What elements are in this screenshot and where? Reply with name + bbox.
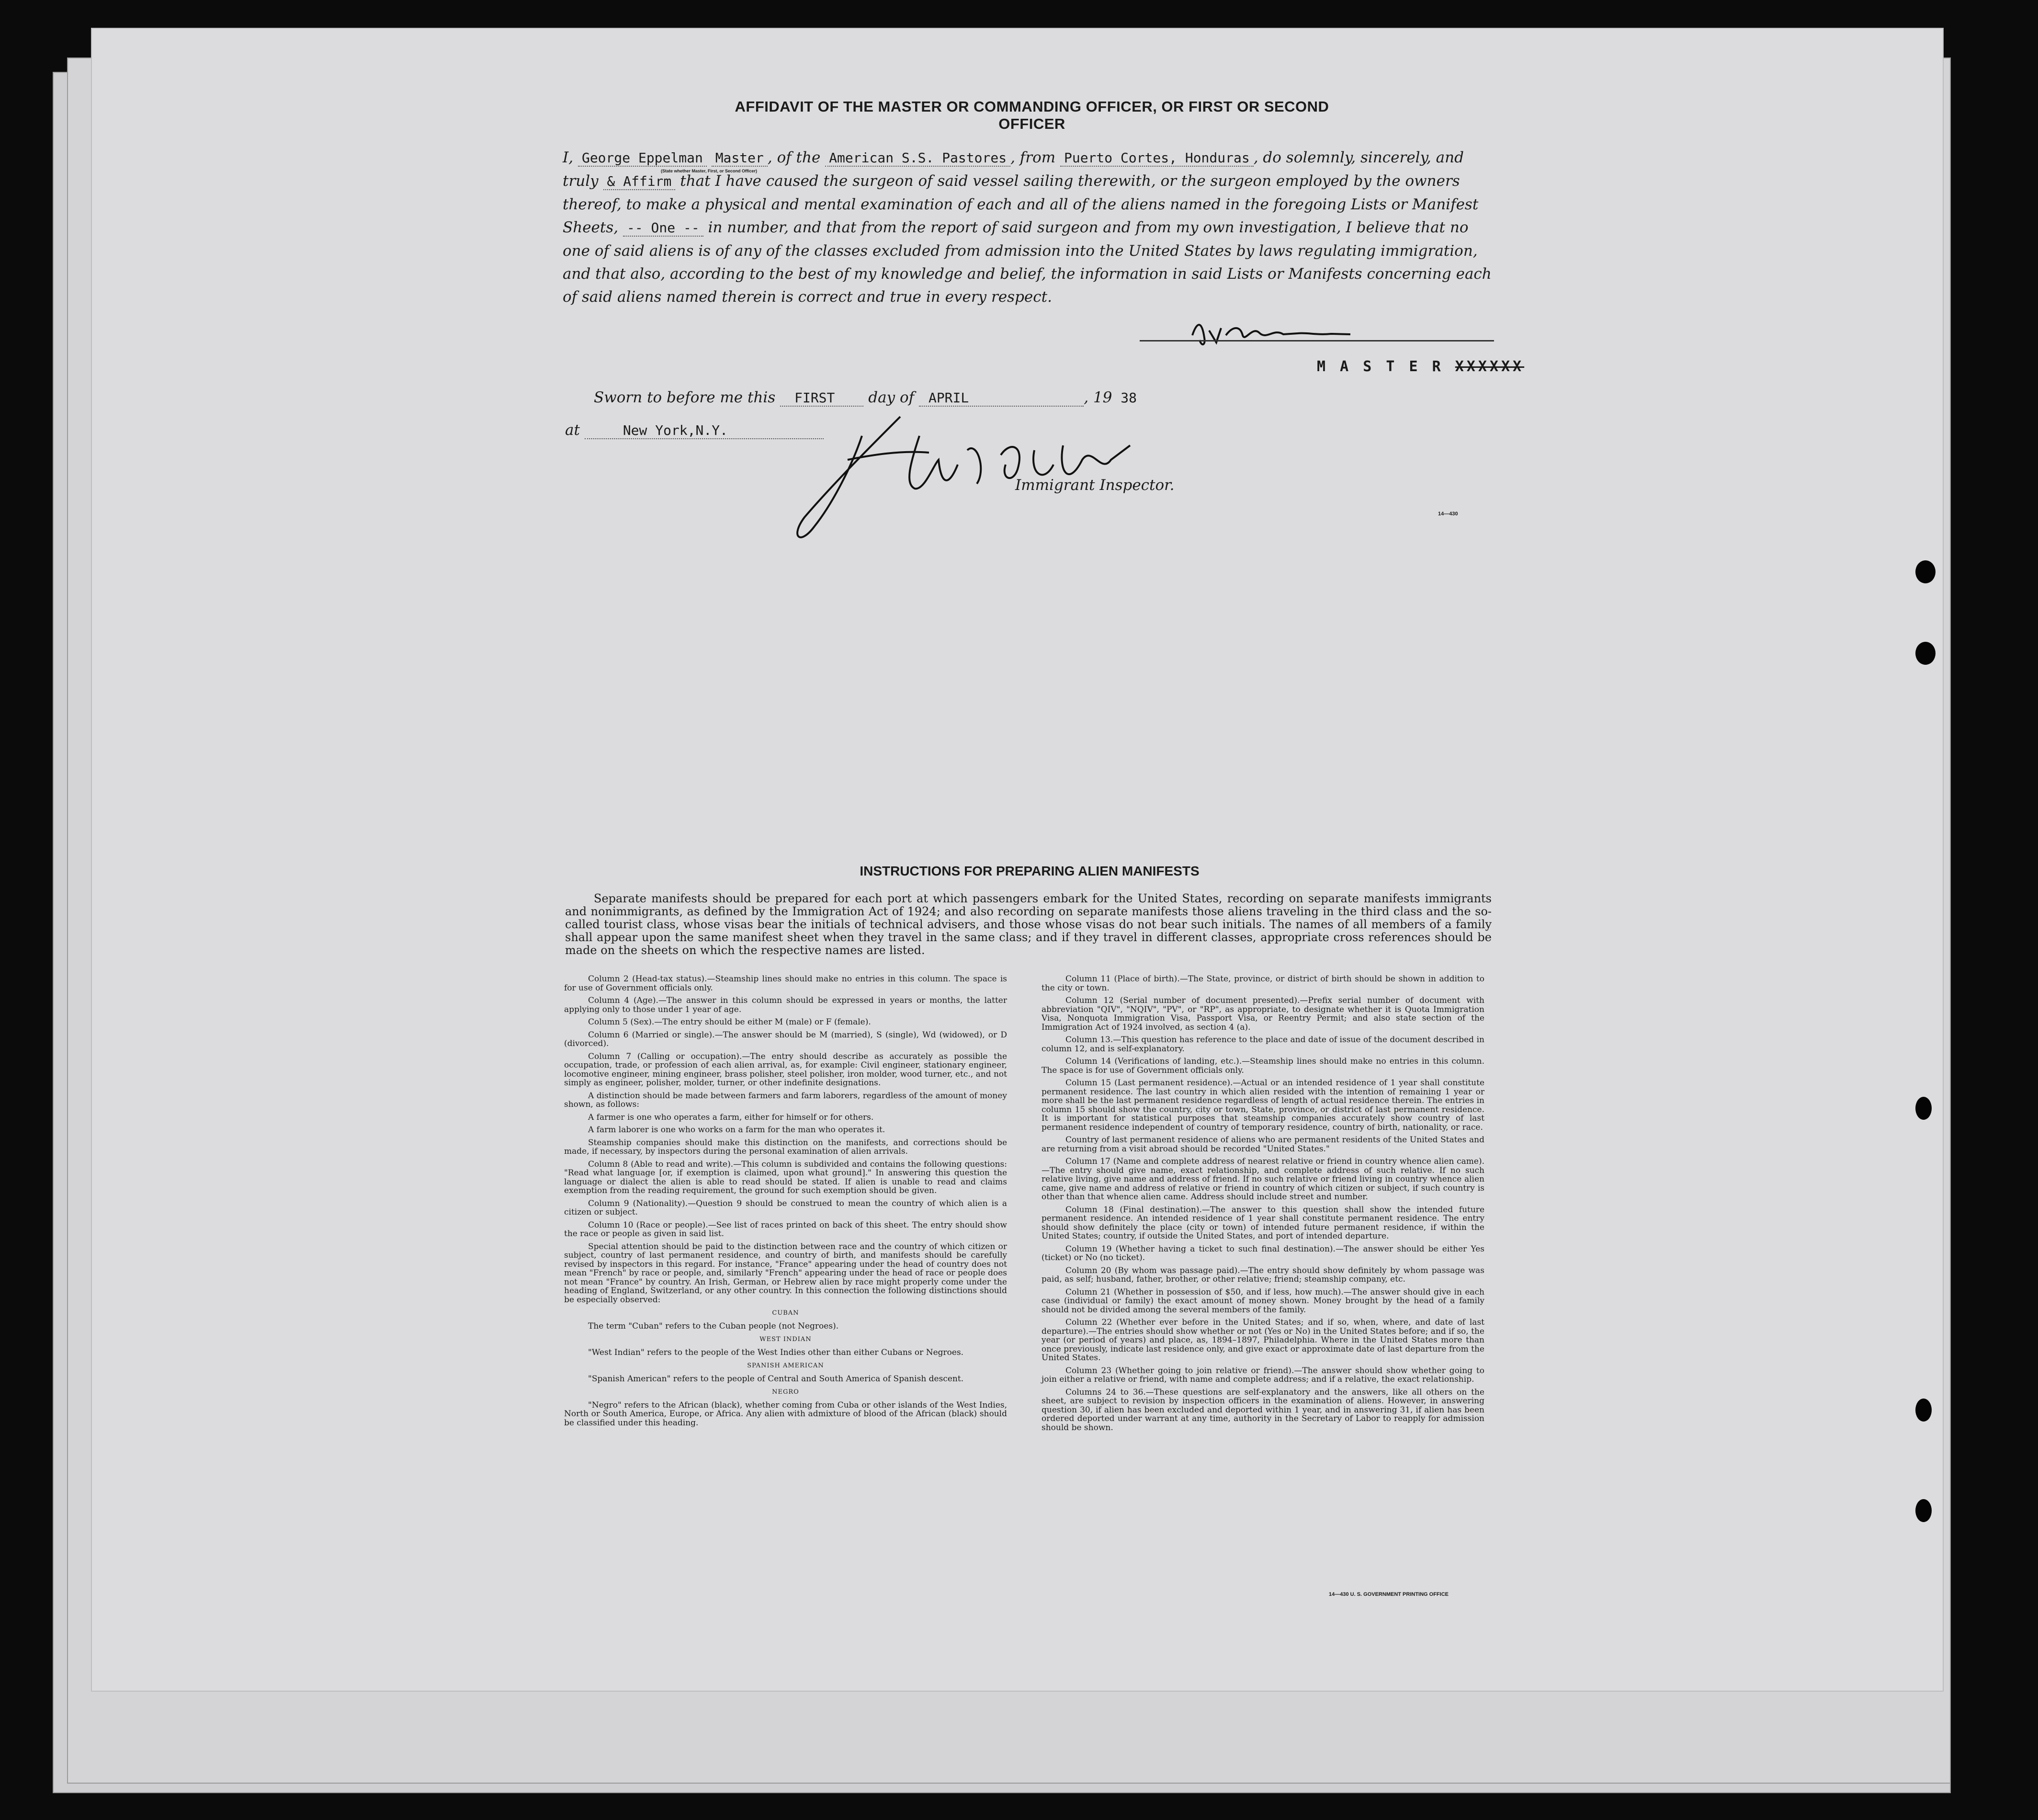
instruction-paragraph: Column 23 (Whether going to join relative or friend).—The answer should show whether going to join either a relative or friend, with name and complete address; and if a relative, the exact relationship. — [1042, 1365, 1484, 1384]
affidavit-text-1: , of the — [767, 149, 821, 166]
sworn-statement: Sworn to before me this FIRST day of APRIL , 19 38 — [594, 389, 1141, 406]
instructions-intro: Separate manifests should be prepared for each port at which passengers embark for the United States, recording on separate manifests immigrants and nonimmigrants, as defined by the Immigration Act of 1924; and also recording on separate manifests those aliens traveling in the third class and the so-called tourist class, whose visas bear the initials of technical advisers, and those whose visas do not bear such initials. The names of all members of a family shall appear upon the same manifest sheet when they travel in the same class; and if they travel in different classes, appropriate cross references should be made on the sheets on which the respective names are listed. — [565, 892, 1492, 957]
instructions-title: INSTRUCTIONS FOR PREPARING ALIEN MANIFESTS — [860, 864, 1200, 878]
sworn-place: at New York,N.Y. — [565, 421, 824, 439]
punch-hole — [1915, 560, 1936, 583]
affidavit-text-3: , do solemnly, sincerely, and truly — [563, 149, 1464, 190]
instruction-paragraph: Column 17 (Name and complete address of nearest relative or friend in country whence alien came).—The entry should give name, exact relationship, and complete address of such relative. If no such relative living, give name and address of friend. If no such relative or friend living in country whence alien came, give name and address of relative or friend in country of which citizen or subject, if such country is other than that whence alien came. Address should include street and number. — [1042, 1157, 1484, 1202]
departure-port: Puerto Cortes, Honduras — [1060, 150, 1254, 167]
instruction-paragraph: "West Indian" refers to the people of the West Indies other than either Cubans or Negroes. — [588, 1347, 964, 1357]
instruction-paragraph: A farm laborer is one who works on a farm for the man who operates it. — [588, 1125, 885, 1135]
instruction-paragraph: The term "Cuban" refers to the Cuban people (not Negroes). — [588, 1321, 839, 1331]
vessel-name: American S.S. Pastores — [825, 150, 1010, 167]
instruction-paragraph: Column 2 (Head-tax status).—Steamship lines should make no entries in this column. The space is for use of Government officials only. — [564, 974, 1007, 993]
instruction-paragraph: Column 9 (Nationality).—Question 9 should be construed to mean the country of which alien is a citizen or subject. — [564, 1198, 1007, 1217]
affidavit-text-5: in number, and that from the report of said surgeon and from my own investigation, I believe that no one of said aliens is of any of the classes excluded from admission into the United States by laws regulating immigration, and that also, according to the best of my knowledge and belief, the information in said Lists or Manifests concerning each of said aliens named therein is correct and true in every respect. — [563, 219, 1492, 306]
instruction-paragraph: Column 6 (Married or single).—The answer should be M (married), S (single), Wd (widowed), or D (divorced). — [564, 1030, 1007, 1048]
form-number: 14—430 — [1438, 511, 1458, 517]
instruction-paragraph: Column 12 (Serial number of document presented).—Prefix serial number of document with abbreviation "QIV", "NQIV", "PV", or "RP", as appropriate, to designate whether it is Quota Immigration Visa, Nonquota Immigration Visa, Passport Visa, or Reentry Permit; and also state section of the Immigration Act of 1924 involved, as section 4 (a). — [1042, 996, 1484, 1032]
signature-line — [1140, 340, 1494, 341]
sheet-count: -- One -- — [623, 220, 703, 237]
instruction-paragraph: Column 22 (Whether ever before in the United States; and if so, when, where, and date of last departure).—The entries should show whether or not (Yes or No) in the United States before; and if so, the year (or period of years) and place, as, 1894–1897, Philadelphia. Where in the United States more than once previously, indicate last residence only, and give exact or approximate date of last departure from the United States. — [1042, 1318, 1484, 1363]
subheading-spanish-american: SPANISH AMERICAN — [747, 1362, 824, 1369]
instruction-paragraph: Column 18 (Final destination).—The answer to this question shall show the intended future permanent residence. An intended residence of 1 year shall constitute permanent residence. The entry should show definitely the place (city or town) of intended future permanent residence, if within the United States; country, if outside the United States, and port of intended departure. — [1042, 1205, 1484, 1241]
instruction-paragraph: Column 20 (By whom was passage paid).—The entry should show definitely by whom passage was paid, as self; husband, father, brother, or other relative; friend; steamship company, etc. — [1042, 1265, 1484, 1284]
instruction-paragraph: Special attention should be paid to the distinction between race and the country of which citizen or subject, country of last permanent residence, and country of birth, and manifests should be carefully revised by inspectors in this regard. For instance, "France" appearing under the head of country does not mean "French" by race or people, and, similarly "French" appearing under the head of race or people does not mean "France" by country. An Irish, German, or Hebrew alien by race might properly come under the heading of England, Switzerland, or any other country. In this connection the following distinctions should be especially observed: — [564, 1241, 1007, 1305]
oath-type: & Affirm — [603, 173, 676, 190]
instruction-paragraph: "Spanish American" refers to the people of Central and South America of Spanish descent. — [588, 1374, 964, 1384]
instruction-paragraph: Column 14 (Verifications of landing, etc.).—Steamship lines should make no entries in this column. The space is for use of Government officials only. — [1042, 1057, 1484, 1075]
subheading-west-indian: WEST INDIAN — [759, 1336, 812, 1343]
place-value: New York,N.Y. — [585, 422, 824, 439]
subheading-negro: NEGRO — [772, 1388, 799, 1396]
instructions-right-column — [1042, 975, 1484, 1436]
sworn-month: APRIL — [919, 390, 1084, 407]
instruction-paragraph: Column 7 (Calling or occupation).—The entry should describe as accurately as possible the occupation, trade, or profession of each alien arrival, as, for example: Civil engineer, stationary engineer, locomotive engineer, mining engineer, brass polisher, steel polisher, iron molder, wood turner, etc., and not simply as engineer, polisher, molder, turner, or other indefinite designations. — [564, 1051, 1007, 1088]
signer-title: M A S T E R XXXXXX — [1317, 358, 1525, 375]
inspector-label: Immigrant Inspector. — [1015, 477, 1175, 494]
instruction-paragraph: Column 4 (Age).—The answer in this column should be expressed in years or months, the latter applying only to those under 1 year of age. — [564, 996, 1007, 1014]
instruction-paragraph: Country of last permanent residence of aliens who are permanent residents of the United States and are returning from a visit abroad should be recorded "United States." — [1042, 1135, 1484, 1154]
punch-hole — [1915, 1399, 1932, 1422]
instruction-paragraph: Column 10 (Race or people).—See list of races printed on back of this sheet. The entry should show the race or people as given in said list. — [564, 1220, 1007, 1239]
officer-rank: Master — [712, 150, 768, 167]
struck-title: XXXXXX — [1455, 358, 1525, 375]
intro-word: I, — [563, 149, 574, 166]
affidavit-title: AFFIDAVIT OF THE MASTER OR COMMANDING OFFICER, OR FIRST OR SECOND OFFICER — [735, 98, 1329, 132]
instruction-paragraph: A distinction should be made between farmers and farm laborers, regardless of the amount of money shown, as follows: — [564, 1091, 1007, 1109]
printing-office-note: 14—430 U. S. GOVERNMENT PRINTING OFFICE — [1329, 1592, 1449, 1597]
sworn-year: 38 — [1121, 390, 1137, 406]
instruction-paragraph: Column 13.—This question has reference to the place and date of issue of the document described in column 12, and is self-explanatory. — [1042, 1035, 1484, 1054]
instruction-paragraph: "Negro" refers to the African (black), whether coming from Cuba or other islands of the West Indies, North or South America, Europe, or Africa. Any alien with admixture of blood of the African (black) should be classified under this heading. — [564, 1400, 1007, 1428]
instruction-paragraph: Column 19 (Whether having a ticket to such final destination).—The answer should be either Yes (ticket) or No (no ticket). — [1042, 1244, 1484, 1263]
instruction-paragraph: Column 8 (Able to read and write).—This column is subdivided and contains the following questions: "Read what language [or, if exemption is claimed, upon what ground]." In answering this question the language or dialect the alien is able to read should be stated. If alien is unable to read and claims exemption from the reading requirement, the ground for such exemption should be given. — [564, 1159, 1007, 1195]
instruction-paragraph: Column 21 (Whether in possession of $50, and if less, how much).—The answer should give in each case (individual or family) the exact amount of money shown. Money brought by the head of a family should not be divided among the several members of the family. — [1042, 1287, 1484, 1315]
instruction-paragraph: A farmer is one who operates a farm, either for himself or for others. — [588, 1112, 874, 1122]
instruction-paragraph: Column 15 (Last permanent residence).—Actual or an intended residence of 1 year shall constitute permanent residence. The last country in which alien resided with the intention of remaining 1 year or more shall be the last permanent residence regardless of length of actual residence therein. The entries in column 15 should show the country, city or town, State, province, or district of last permanent residence. It is important for statistical purposes that steamship companies accurately show country of last permanent residence independent of country of temporary residence, country of birth, nationality, or race. — [1042, 1078, 1484, 1132]
instruction-paragraph: Steamship companies should make this distinction on the manifests, and corrections should be made, if necessary, by inspectors during the personal examination of alien arrivals. — [564, 1138, 1007, 1156]
affidavit-text-2: , from — [1010, 149, 1056, 166]
punch-hole — [1915, 642, 1936, 665]
instruction-paragraph: Column 5 (Sex).—The entry should be either M (male) or F (female). — [588, 1017, 871, 1027]
rank-note: (State whether Master, First, or Second Officer) — [661, 169, 758, 173]
subheading-cuban: CUBAN — [772, 1309, 799, 1317]
sworn-day: FIRST — [780, 390, 863, 407]
punch-hole — [1915, 1097, 1932, 1120]
punch-hole — [1915, 1499, 1932, 1522]
instructions-left-column — [564, 975, 1007, 1431]
instruction-paragraph: Column 11 (Place of birth).—The State, province, or district of birth should be shown in addition to the city or town. — [1042, 974, 1484, 993]
affidavit-text-4: that I have caused the surgeon of said vessel sailing therewith, or the surgeon employed by the owners thereof, to make a physical and mental examination of each and all of the aliens named in the foregoing Lists or Manifest Sheets, — [563, 172, 1479, 236]
officer-name: George Eppelman — [578, 150, 707, 167]
instruction-paragraph: Columns 24 to 36.—These questions are self-explanatory and the answers, like all others on the sheet, are subject to revision by inspection officers in the examination of aliens. However, in answering question 30, if alien has been excluded and deported within 1 year, and in answering 31, if alien has been ordered deported under warrant at any time, authority in the Secretary of Labor to reapply for admission should be shown. — [1042, 1387, 1484, 1433]
master-signature — [1188, 316, 1370, 350]
